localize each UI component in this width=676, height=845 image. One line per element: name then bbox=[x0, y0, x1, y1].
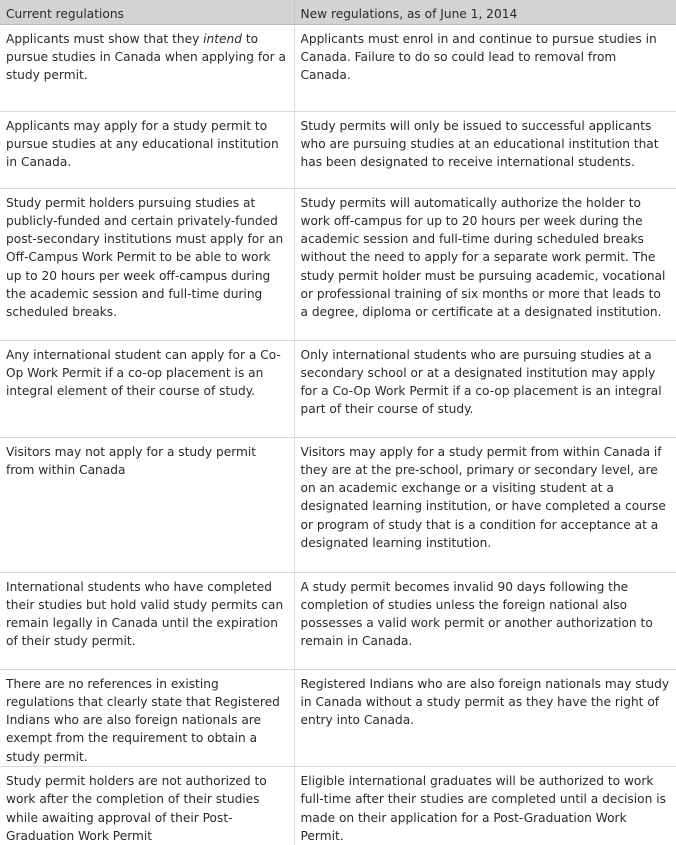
cell-text: to pursue studies in Canada when applying for a study permit. bbox=[6, 31, 286, 83]
table-row bbox=[0, 340, 676, 437]
current-regulation-cell: Study permit holders are not authorized to work after the completion of their studies while awaiting approval of their Post-Graduation Work Permit bbox=[6, 773, 267, 843]
current-regulation-cell: There are no references in existing regulations that clearly state that Registered Indians who are also foreign nationals are exempt from the requirement to obtain a study permit. bbox=[0, 669, 294, 766]
table-row bbox=[0, 188, 676, 340]
table-row bbox=[0, 766, 676, 845]
table-body bbox=[0, 24, 676, 845]
emphasized-text: intend bbox=[203, 31, 243, 46]
current-regulation-cell: Visitors may not apply for a study permit from within Canada bbox=[0, 437, 294, 572]
header-row bbox=[0, 0, 676, 24]
table-row bbox=[0, 437, 676, 572]
current-regulation-cell: Study permit holders pursuing studies at publicly-funded and certain privately-funded post-secondary institutions must apply for an Off-Campus Work Permit to be able to work up to 20 hours per week off-campus during the academic session and full-time during scheduled breaks. bbox=[0, 188, 294, 340]
new-regulation-cell: Applicants must enrol in and continue to pursue studies in Canada. Failure to do so could lead to removal from Canada. bbox=[294, 24, 676, 111]
table-row bbox=[0, 572, 676, 669]
table-row bbox=[0, 24, 676, 111]
new-regulation-cell: Study permits will automatically authorize the holder to work off-campus for up to 20 hours per week during the academic session and full-time during scheduled breaks without the need to apply for a separate work permit. The study permit holder must be pursuing academic, vocational or professional training of six months or more that leads to a degree, diploma or certificate at a designated institution. bbox=[294, 188, 676, 340]
current-regulation-cell: Any international student can apply for a Co-Op Work Permit if a co-op placement is an integral element of their course of study. bbox=[0, 340, 294, 437]
new-regulation-cell: A study permit becomes invalid 90 days following the completion of studies unless the foreign national also possesses a valid work permit or another authorization to remain in Canada. bbox=[294, 572, 676, 669]
table-row bbox=[0, 111, 676, 188]
new-regulation-cell: Registered Indians who are also foreign nationals may study in Canada without a study permit as they have the right of entry into Canada. bbox=[294, 669, 676, 766]
new-regulation-cell: Only international students who are pursuing studies at a secondary school or at a designated institution may apply for a Co-Op Work Permit if a co-op placement is an integral part of their course of study. bbox=[294, 340, 676, 437]
current-regulation-cell bbox=[0, 24, 294, 111]
new-regulation-cell: Study permits will only be issued to successful applicants who are pursuing studies at an educational institution that has been designated to receive international students. bbox=[294, 111, 676, 188]
new-regulation-cell: Eligible international graduates will be authorized to work full-time after their studies are completed until a decision is made on their application for a Post-Graduation Work Permit. bbox=[294, 766, 676, 845]
current-regulation-cell: Applicants may apply for a study permit to pursue studies at any educational institution in Canada. bbox=[0, 111, 294, 188]
table-header bbox=[0, 0, 676, 24]
current-regulation-cell: International students who have completed their studies but hold valid study permits can remain legally in Canada until the expiration of their study permit. bbox=[0, 572, 294, 669]
cell-text: Applicants must show that they bbox=[6, 31, 204, 46]
new-regulation-cell: Visitors may apply for a study permit from within Canada if they are at the pre-school, primary or secondary level, are on an academic exchange or a visiting student at a designated learning institution, or have completed a course or program of study that is a condition for acceptance at a designated learning institution. bbox=[294, 437, 676, 572]
header-current-regulations: Current regulations bbox=[0, 0, 294, 24]
table-row bbox=[0, 669, 676, 766]
header-new-regulations: New regulations, as of June 1, 2014 bbox=[294, 0, 676, 24]
